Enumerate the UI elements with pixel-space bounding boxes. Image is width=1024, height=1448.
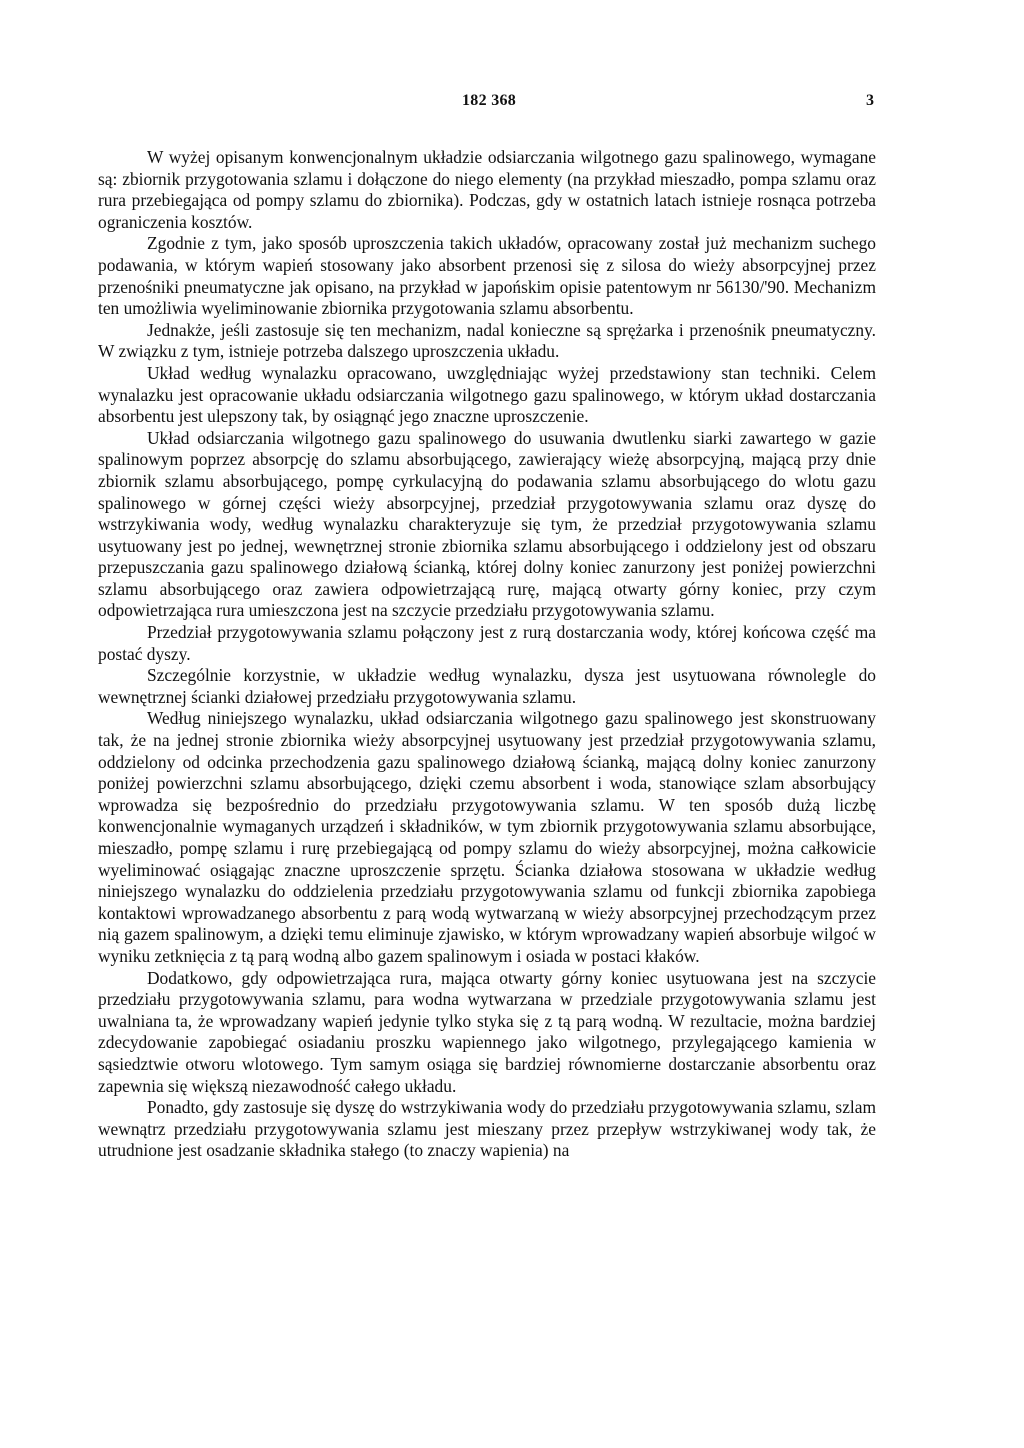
document-body bbox=[98, 147, 876, 1162]
paragraph: Szczególnie korzystnie, w układzie według wynalazku, dysza jest usytuowana równolegle do wewnętrznej ścianki działowej przedziału przygotowywania szlamu. bbox=[98, 665, 876, 707]
paragraph: Zgodnie z tym, jako sposób uproszczenia takich układów, opracowany został już mechanizm suchego podawania, w którym wapień stosowany jako absorbent przenosi się z silosa do wieży absorpcyjnej przez przenośniki pneumatyczne jak opisano, na przykład w japońskim opisie patentowym nr 56130/'90. Mechanizm ten umożliwia wyeliminowanie zbiornika przygotowania szlamu absorbentu. bbox=[98, 233, 876, 319]
document-number: 182 368 bbox=[462, 92, 517, 109]
paragraph: Układ według wynalazku opracowano, uwzględniając wyżej przedstawiony stan techniki. Celem wynalazku jest opracowanie układu odsiarczania wilgotnego gazu spalinowego, w którym układ dostarczania absorbentu jest ulepszony tak, by osiągnąć jego znaczne uproszczenie. bbox=[98, 362, 876, 427]
page-number: 3 bbox=[866, 92, 874, 109]
paragraph: Układ odsiarczania wilgotnego gazu spalinowego do usuwania dwutlenku siarki zawartego w gazie spalinowym poprzez absorpcję do szlamu absorbującego, zawierający wieżę absorpcyjną, mającą przy dnie zbiornik szlamu absorbującego, pompę cyrkulacyjną do podawania szlamu absorbującego do wlotu gazu spalinowego w górnej części wieży absorpcyjnej, przedział przygotowywania szlamu oraz dyszę do wstrzykiwania wody, według wynalazku charakteryzuje się tym, że przedział przygotowywania szlamu usytuowany jest po jednej, wewnętrznej stronie zbiornika szlamu absorbującego i oddzielony jest od obszaru przepuszczania gazu spalinowego działową ścianką, której dolny koniec zanurzony jest poniżej powierzchni szlamu absorbującego oraz zawiera odpowietrzającą rurę, mającą otwarty górny koniec, przy czym odpowietrzająca rura umieszczona jest na szczycie przedziału przygotowywania szlamu. bbox=[98, 427, 876, 621]
paragraph: Przedział przygotowywania szlamu połączony jest z rurą dostarczania wody, której końcowa część ma postać dyszy. bbox=[98, 622, 876, 664]
paragraph: Według niniejszego wynalazku, układ odsiarczania wilgotnego gazu spalinowego jest skonstruowany tak, że na jednej stronie zbiornika wieży absorpcyjnej usytuowany jest przedział przygotowywania szlamu, oddzielony od odcinka przechodzenia gazu spalinowego działową ścianką, mającą dolny koniec zanurzony poniżej powierzchni szlamu absorbującego, dzięki czemu absorbent i woda, stanowiące szlam absorbujący wprowadza się bezpośrednio do przedziału przygotowywania szlamu. W ten sposób dużą liczbę konwencjonalnie wymaganych urządzeń i składników, w tym zbiornik przygotowywania szlamu absorbujące, mieszadło, pompę szlamu i rurę przebiegającą od pompy szlamu do wieży absorpcyjnej, można całkowicie wyeliminować osiągając znaczne uproszczenie sprzętu. Ścianka działowa stosowana w układzie według niniejszego wynalazku do oddzielenia przedziału przygotowywania szlamu od funkcji zbiornika zapobiega kontaktowi wprowadzanego absorbentu z parą wodą wytwarzaną w wieży absorpcyjnej przechodzącym przez nią gazem spalinowym, a dzięki temu eliminuje zjawisko, w którym wprowadzany wapień absorbuje wilgoć w wyniku zetknięcia z tą parą wodną albo gazem spalinowym i osiada w postaci kłaków. bbox=[98, 708, 876, 966]
paragraph: Dodatkowo, gdy odpowietrzająca rura, mająca otwarty górny koniec usytuowana jest na szczycie przedziału przygotowywania szlamu, para wodna wytwarzana w przedziale przygotowywania szlamu jest uwalniana ta, że wprowadzany wapień jedynie tylko styka się z tą parą wodną. W rezultacie, można bardziej zdecydowanie zapobiegać osiadaniu proszku wapiennego jako wilgotnego, przylegającego kamienia w sąsiedztwie otworu wlotowego. Tym samym osiąga się bardziej równomierne dostarczanie absorbentu oraz zapewnia się większą niezawodność całego układu. bbox=[98, 967, 876, 1096]
paragraph: Ponadto, gdy zastosuje się dyszę do wstrzykiwania wody do przedziału przygotowywania szlamu, szlam wewnątrz przedziału przygotowywania szlamu jest mieszany przez przepływ wstrzykiwanej wody tak, że utrudnione jest osadzanie składnika stałego (to znaczy wapienia) na bbox=[98, 1097, 876, 1161]
paragraph: Jednakże, jeśli zastosuje się ten mechanizm, nadal konieczne są sprężarka i przenośnik pneumatyczny. W związku z tym, istnieje potrzeba dalszego uproszczenia układu. bbox=[98, 319, 876, 362]
paragraph: W wyżej opisanym konwencjonalnym układzie odsiarczania wilgotnego gazu spalinowego, wymagane są: zbiornik przygotowania szlamu i dołączone do niego elementy (na przykład mieszadło, pompa szlamu oraz rura przebiegająca od pompy szlamu do zbiornika). Podczas, gdy w ostatnich latach istnieje rosnąca potrzeba ograniczenia kosztów. bbox=[98, 147, 876, 232]
page-header bbox=[0, 92, 1024, 118]
